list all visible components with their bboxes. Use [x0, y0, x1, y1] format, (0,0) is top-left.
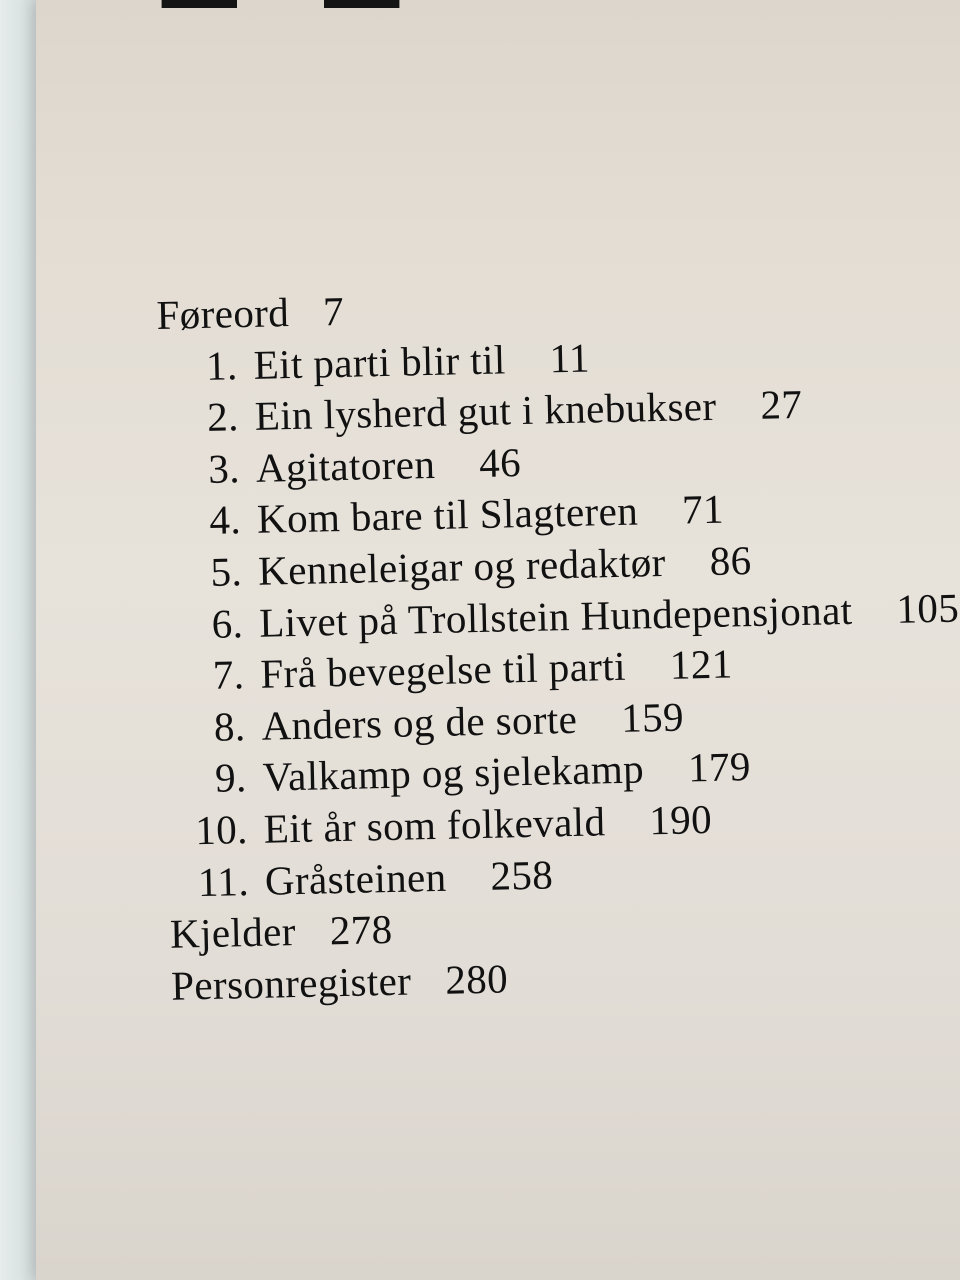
chapter-number: 7.	[212, 651, 245, 698]
chapter-number: 9.	[214, 754, 248, 802]
chapter-number: 3.	[207, 444, 241, 492]
entry-page: 7	[322, 287, 345, 335]
chapter-number: 10.	[194, 806, 249, 854]
chapter-number: 4.	[208, 496, 242, 544]
entry-page: 179	[687, 743, 752, 791]
entry-title: Ein lysherd gut i knebukser	[254, 382, 717, 440]
entry-page: 46	[478, 438, 522, 486]
entry-title: Eit år som folkevald	[263, 798, 606, 852]
entry-title: Kjelder	[169, 908, 297, 957]
entry-title: Livet på Trollstein Hundepensjonat	[258, 586, 853, 646]
chapter-number: 5.	[210, 548, 243, 595]
entry-title: Føreord	[156, 289, 290, 338]
entry-title: Eit parti blir til	[253, 335, 507, 388]
chapter-number: 2.	[206, 393, 240, 441]
entry-page: 11	[549, 334, 591, 381]
entry-page: 86	[709, 537, 752, 584]
entry-page: 27	[759, 381, 803, 428]
entry-page: 121	[669, 640, 734, 688]
entry-title: Personregister	[170, 957, 412, 1009]
entry-page: 159	[620, 693, 685, 741]
entry-page: 190	[648, 795, 713, 844]
entry-title: Valkamp og sjelekamp	[262, 745, 645, 801]
entry-page: 105	[895, 584, 960, 632]
chapter-number: 6.	[211, 599, 244, 647]
entry-page: 258	[489, 850, 554, 899]
cropped-heading	[150, 0, 440, 8]
entry-page: 280	[444, 955, 509, 1003]
chapter-number: 11.	[197, 857, 250, 905]
table-of-contents	[154, 272, 960, 1012]
entry-title: Kenneleigar og redaktør	[257, 538, 667, 594]
entry-page: 278	[329, 906, 393, 954]
entry-page: 71	[681, 486, 725, 533]
chapter-number: 8.	[213, 702, 247, 750]
entry-title: Frå bevegelse til parti	[259, 642, 627, 697]
chapter-number: 1.	[205, 341, 239, 389]
entry-title: Anders og de sorte	[261, 695, 578, 749]
entry-title: Gråsteinen	[264, 853, 447, 904]
entry-title: Agitatoren	[255, 440, 436, 491]
entry-title: Kom bare til Slagteren	[256, 487, 639, 543]
book-page	[36, 0, 960, 1280]
